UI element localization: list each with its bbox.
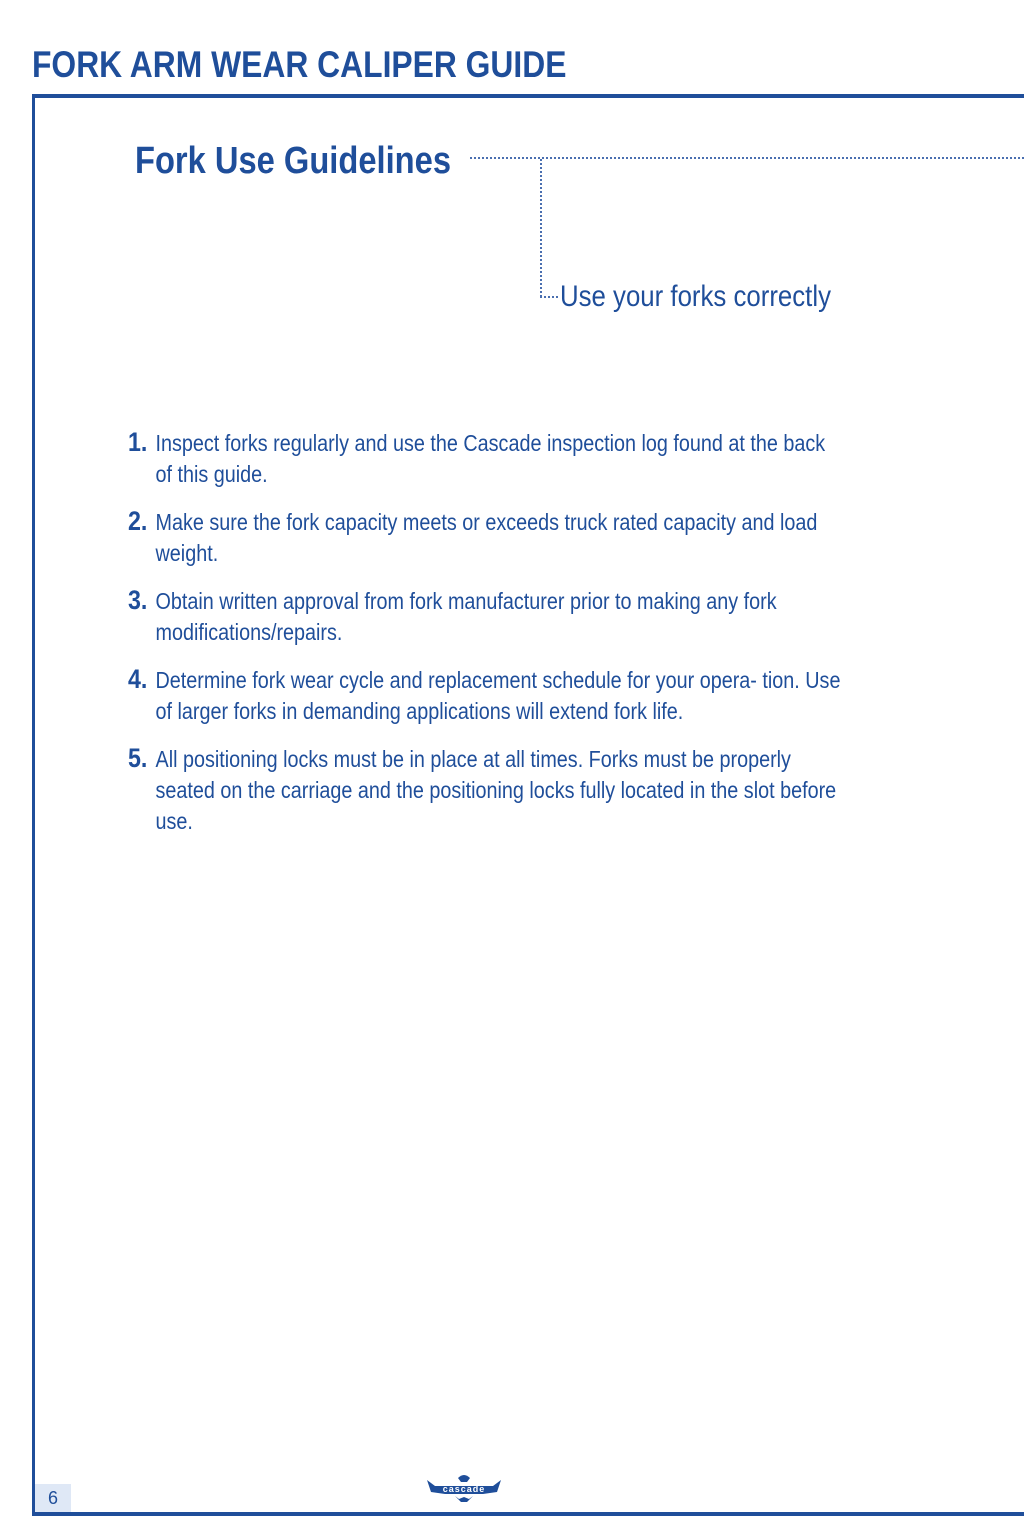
section-title: Fork Use Guidelines: [135, 140, 452, 182]
frame-top-rule: [32, 94, 1024, 98]
page-number: 6: [35, 1484, 71, 1512]
frame-left-rule: [32, 94, 35, 1516]
guidelines-list: [128, 428, 958, 854]
guideline-number: 3.: [128, 585, 148, 615]
guideline-number: 4.: [128, 664, 148, 694]
guideline-item: [128, 665, 842, 727]
guideline-item: [128, 586, 842, 648]
guideline-text: Determine fork wear cycle and replacement schedule for your opera- tion. Use of larger forks in demanding applications will extend fork life.: [155, 667, 841, 724]
cascade-logo-icon: [425, 1472, 503, 1504]
guideline-text: Make sure the fork capacity meets or exceeds truck rated capacity and load weight.: [155, 509, 818, 566]
guideline-text: Obtain written approval from fork manufacturer prior to making any fork modifications/repairs.: [155, 588, 777, 645]
section-subtitle: Use your forks correctly: [560, 280, 831, 313]
guideline-number: 5.: [128, 743, 148, 773]
guideline-text: All positioning locks must be in place at all times. Forks must be properly seated on the carriage and the positioning locks fully located in the slot before use.: [155, 746, 837, 834]
document-title: FORK ARM WEAR CALIPER GUIDE: [32, 44, 567, 85]
guideline-item: [128, 744, 842, 837]
guideline-number: 1.: [128, 427, 148, 457]
guideline-number: 2.: [128, 506, 148, 536]
guideline-item: [128, 428, 842, 490]
frame-bottom-rule: [32, 1512, 1024, 1516]
dotted-leader-connector: [540, 296, 558, 298]
guideline-text: Inspect forks regularly and use the Cascade inspection log found at the back of this guide.: [155, 430, 826, 487]
logo-text: cascade: [442, 1484, 486, 1494]
dotted-leader-horizontal: [470, 157, 1024, 159]
dotted-leader-vertical: [540, 159, 542, 297]
guideline-item: [128, 507, 842, 569]
